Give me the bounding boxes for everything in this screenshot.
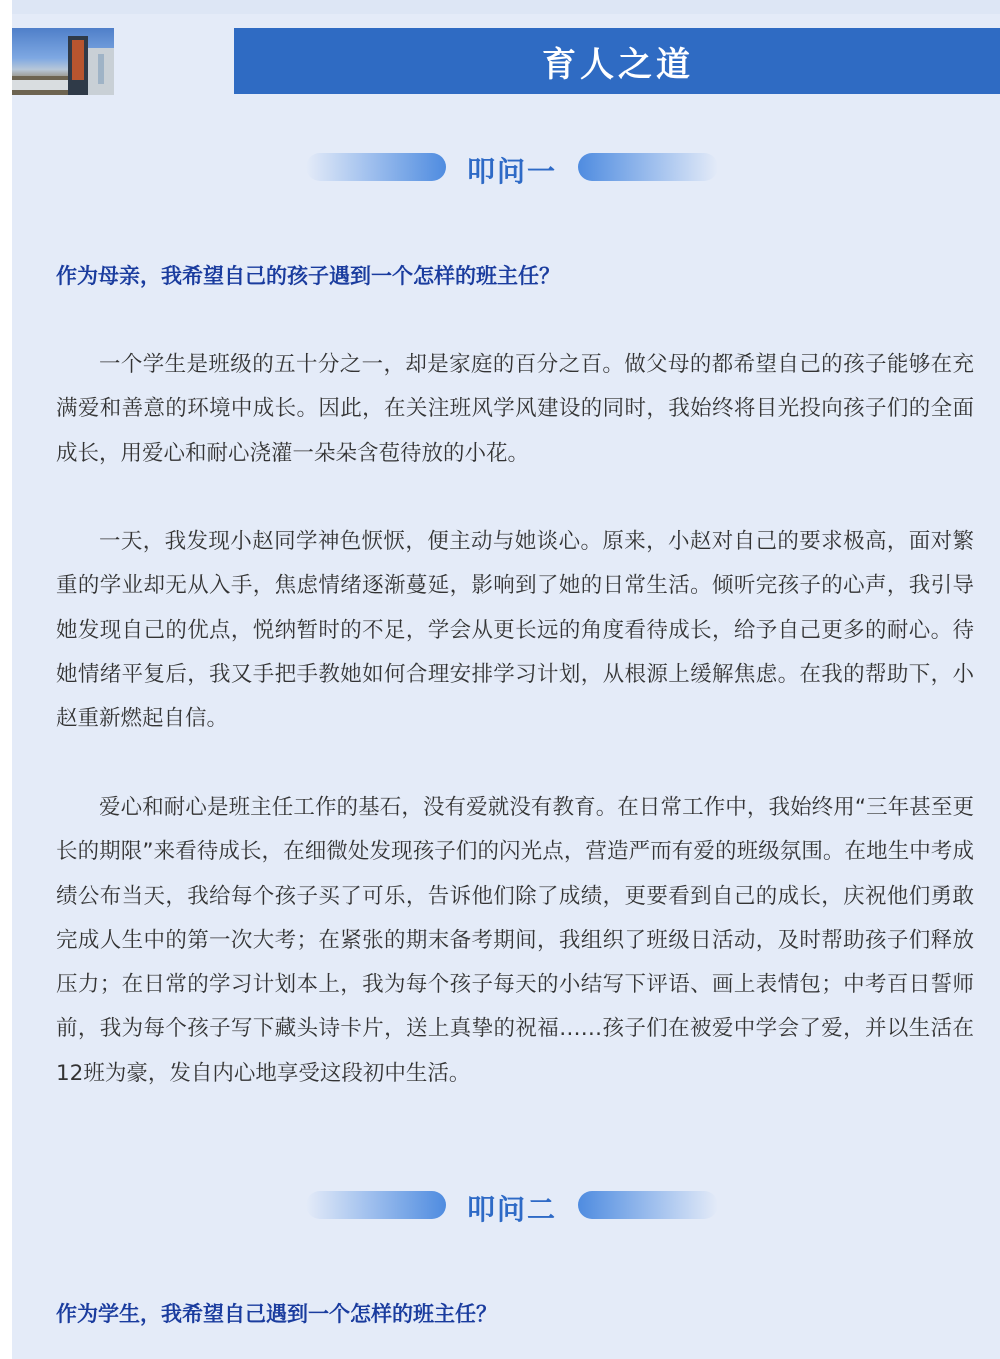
school-building-photo	[12, 28, 114, 95]
header-banner	[234, 28, 1000, 94]
paragraph: 一天，我发现小赵同学神色恹恹，便主动与她谈心。原来，小赵对自己的要求极高，面对繁重的学业却无从入手，焦虑情绪逐渐蔓延，影响到了她的日常生活。倾听完孩子的心声，我引导她发现自己的优点，悦纳暂时的不足，学会从更长远的角度看待成长，给予自己更多的耐心。待她情绪平复后，我又手把手教她如何合理安排学习计划，从根源上缓解焦虑。在我的帮助下，小赵重新燃起自信。	[56, 529, 974, 732]
top-strip	[12, 0, 1000, 14]
paragraph: 爱心和耐心是班主任工作的基石，没有爱就没有教育。在日常工作中，我始终用“三年甚至更长的期限”来看待成长，在细微处发现孩子们的闪光点，营造严而有爱的班级氛围。在地生中考成绩公布当天，我给每个孩子买了可乐，告诉他们除了成绩，更要看到自己的成长，庆祝他们勇敢完成人生中的第一次大考；在紧张的期末备考期间，我组织了班级日活动，及时帮助孩子们释放压力；在日常的学习计划本上，我为每个孩子每天的小结写下评语、画上表情包；中考百日誓师前，我为每个孩子写下藏头诗卡片，送上真挚的祝福……孩子们在被爱中学会了爱，并以生活在12班为豪，发自内心地享受这段初中生活。	[56, 795, 974, 1086]
decor-pill-right	[578, 153, 718, 181]
decor-pill-left	[306, 1191, 446, 1219]
page-title: 育人之道	[542, 44, 694, 85]
section-heading-2	[12, 1186, 1000, 1226]
section-heading-1	[12, 148, 1000, 188]
paragraph: 一个学生是班级的五十分之一，却是家庭的百分之百。做父母的都希望自己的孩子能够在充满爱和善意的环境中成长。因此，在关注班风学风建设的同时，我始终将目光投向孩子们的全面成长，用爱心和耐心浇灌一朵朵含苞待放的小花。	[56, 352, 974, 466]
section-label: 叩问一	[466, 155, 557, 188]
section-question: 作为母亲，我希望自己的孩子遇到一个怎样的班主任？	[56, 264, 560, 288]
section-label: 叩问二	[466, 1193, 557, 1226]
decor-pill-left	[306, 153, 446, 181]
decor-pill-right	[578, 1191, 718, 1219]
article-page	[12, 0, 1000, 1359]
section-question: 作为学生，我希望自己遇到一个怎样的班主任？	[56, 1302, 497, 1326]
